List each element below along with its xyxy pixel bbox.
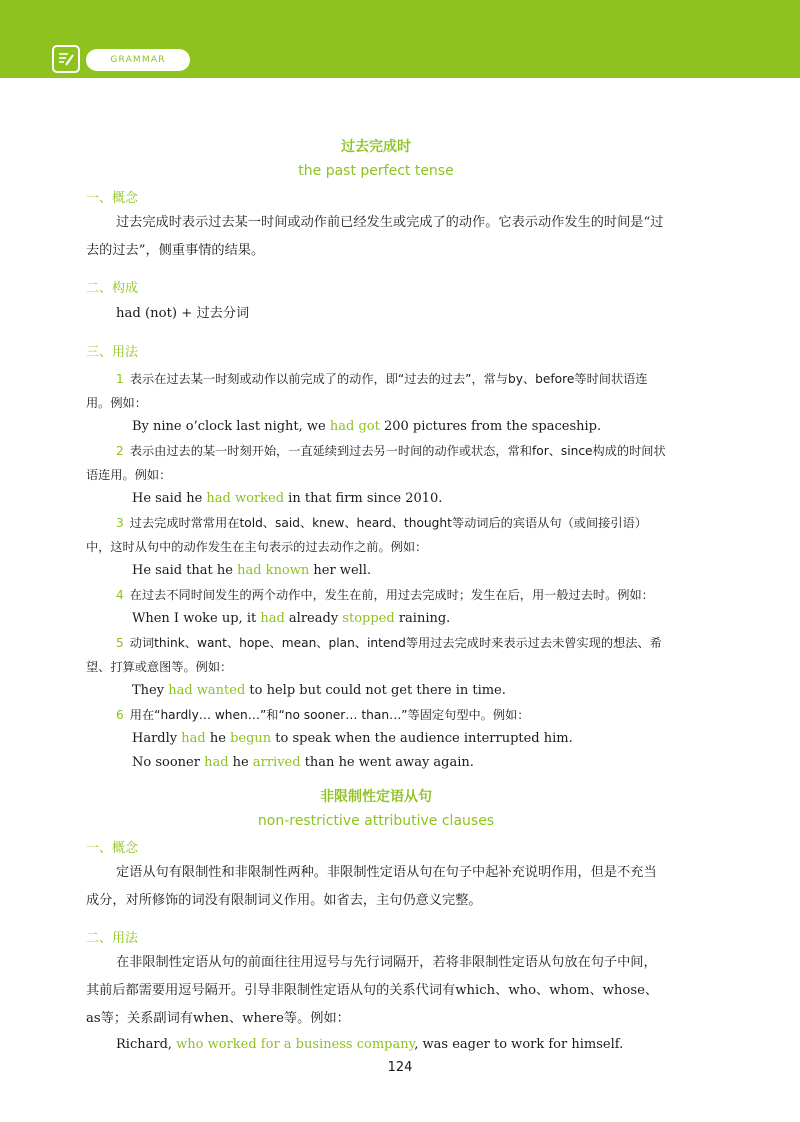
usage-heading: 二、用法 <box>86 931 139 946</box>
section-subtitle: non-restrictive attributive clauses <box>257 813 495 829</box>
usage-text: 动词think、want、hope、mean、plan、intend等用过去完成时来表示过去未曾实现的想法、希望、打算或意图等。例如： <box>86 636 662 674</box>
usage-number: 6 <box>116 708 124 722</box>
usage-text: 在过去不同时间发生的两个动作中，发生在前，用过去完成时；发生在后，用一般过去时。例如： <box>129 588 654 602</box>
highlight: who worked for a business company <box>176 1037 415 1052</box>
usage-number: 5 <box>116 636 124 650</box>
usage-text: 表示由过去的某一时刻开始，一直延续到过去另一时间的动作或状态，常和for、since构成的时间状语连用。例如： <box>86 444 666 482</box>
usage-number: 2 <box>116 444 124 458</box>
example-sentence: He said he had worked in that firm since 2010. <box>132 491 443 506</box>
highlight: had wanted <box>168 683 246 698</box>
form-heading: 二、构成 <box>86 281 139 296</box>
example-sentence: Richard, who worked for a business company, was eager to work for himself. <box>116 1037 624 1052</box>
highlight: had <box>204 755 229 770</box>
section-title: 过去完成时 <box>341 139 411 155</box>
highlight: begun <box>230 731 272 746</box>
example-sentence: He said that he had known her well. <box>132 563 372 578</box>
usage-text: 用在“hardly… when…”和“no sooner… than…”等固定句型中。例如： <box>129 708 530 722</box>
usage-item <box>86 439 666 487</box>
highlight: stopped <box>342 611 395 626</box>
usage-number: 4 <box>116 588 124 602</box>
section-title: 非限制性定语从句 <box>320 789 432 805</box>
highlight: had <box>260 611 285 626</box>
concept-text: 定语从句有限制性和非限制性两种。非限制性定语从句在句子中起补充说明作用，但是不充当成分，对所修饰的词没有限制词义作用。如省去，主句仍意义完整。 <box>86 865 657 908</box>
usage-text: 过去完成时常常用在told、said、knew、heard、thought等动词后的宾语从句（或间接引语）中，这时从句中的动作发生在主句表示的过去动作之前。例如： <box>86 516 647 554</box>
usage-text: 表示在过去某一时刻或动作以前完成了的动作，即“过去的过去”，常与by、before等时间状语连用。例如： <box>86 372 648 410</box>
usage-item <box>86 511 666 559</box>
example-sentence: No sooner had he arrived than he went away again. <box>132 755 474 770</box>
example-sentence: By nine o’clock last night, we had got 200 pictures from the spaceship. <box>132 419 602 434</box>
form-text: had (not) + 过去分词 <box>116 306 250 321</box>
example-sentence: When I woke up, it had already stopped raining. <box>132 611 451 626</box>
header-bar <box>0 0 800 78</box>
usage-item <box>86 631 666 679</box>
usage-text: 在非限制性定语从句的前面往往用逗号与先行词隔开，若将非限制性定语从句放在句子中间，其前后都需要用逗号隔开。引导非限制性定语从句的关系代词有which、who、whom、whose、as等；关系副词有when、where等。例如： <box>86 955 659 1026</box>
highlight: had got <box>329 419 380 434</box>
example-sentence: They had wanted to help but could not get there in time. <box>132 683 506 698</box>
usage-heading: 三、用法 <box>86 345 139 360</box>
page-number: 124 <box>387 1060 413 1075</box>
concept-text: 过去完成时表示过去某一时间或动作前已经发生或完成了的动作。它表示动作发生的时间是“过去的过去”，侧重事情的结果。 <box>86 215 664 258</box>
usage-item <box>86 583 666 607</box>
usage-number: 1 <box>116 372 124 386</box>
concept-heading: 一、概念 <box>86 841 139 856</box>
concept-heading: 一、概念 <box>86 191 139 206</box>
usage-item <box>86 367 666 415</box>
page-content <box>86 137 666 1057</box>
notebook-pen-icon <box>52 45 80 73</box>
example-sentence: Hardly had he begun to speak when the audience interrupted him. <box>132 731 573 746</box>
usage-item <box>86 703 666 727</box>
usage-number: 3 <box>116 516 124 530</box>
highlight: had <box>181 731 206 746</box>
highlight: arrived <box>252 755 301 770</box>
highlight: had worked <box>206 491 285 506</box>
highlight: had known <box>237 563 310 578</box>
section-label: GRAMMAR <box>86 49 190 71</box>
section-subtitle: the past perfect tense <box>298 163 454 179</box>
